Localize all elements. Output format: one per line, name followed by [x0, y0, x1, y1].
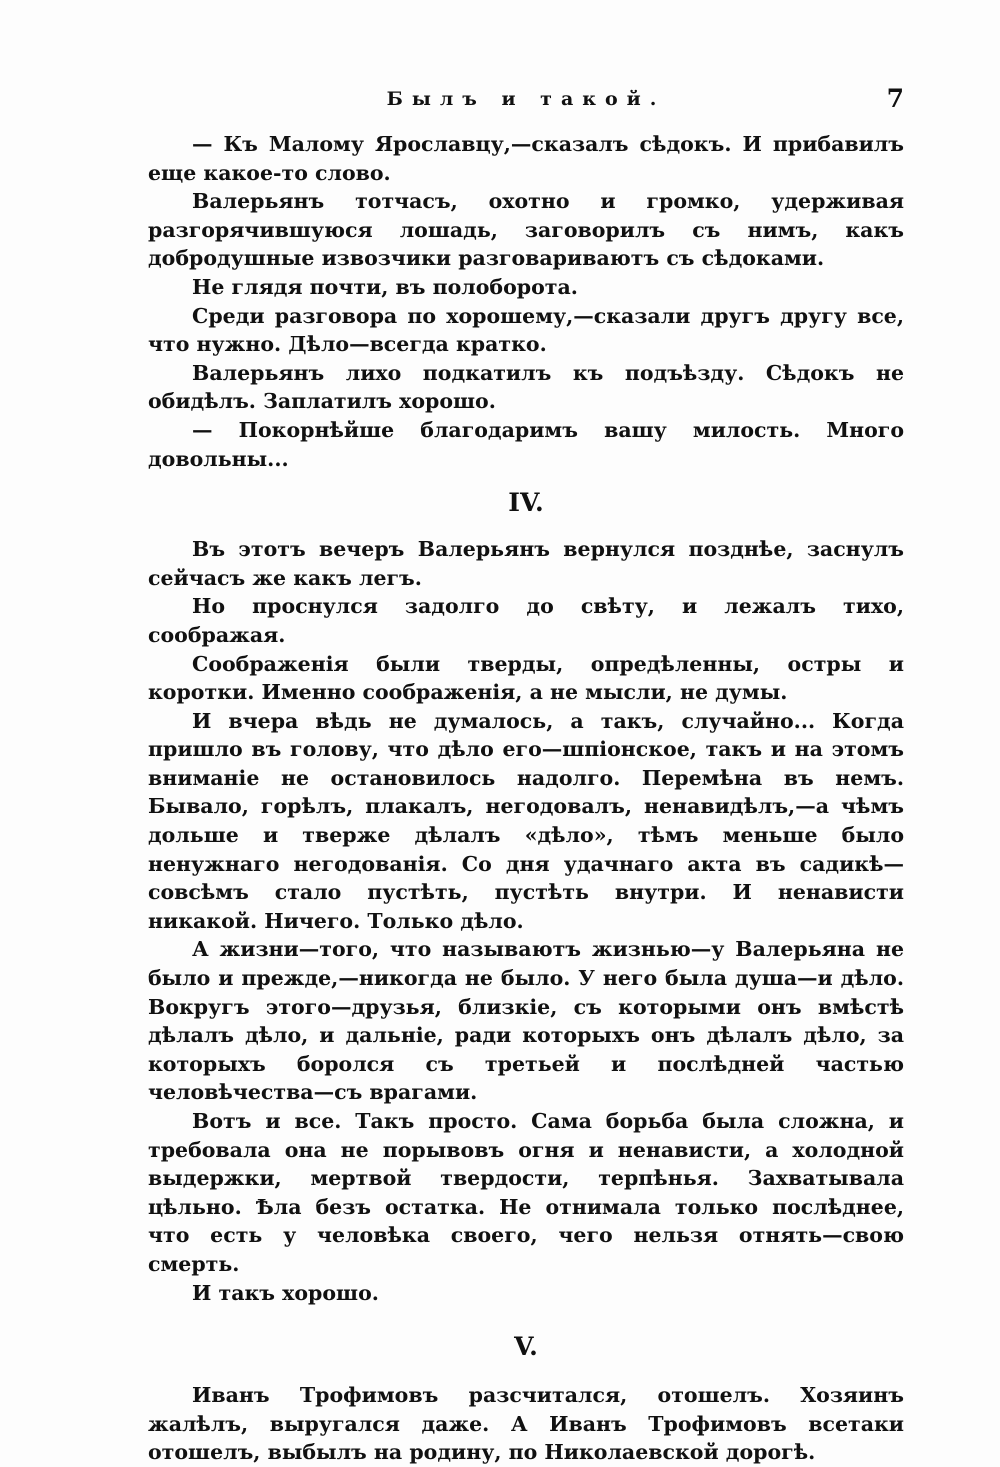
paragraph: Среди разговора по хорошему,—сказали другъ другу все, что нужно. Дѣло—всегда кратко. — [148, 303, 904, 357]
body-text — [148, 130, 904, 1467]
paragraph: Иванъ Трофимовъ разсчитался, отошелъ. Хозяинъ жалѣлъ, выругался даже. А Иванъ Трофимовъ всетаки отошелъ, выбылъ на родину, по Николаевской дорогѣ. — [148, 1383, 904, 1465]
running-title: Былъ и такой. — [386, 88, 666, 110]
paragraph: Но проснулся задолго до свѣту, и лежалъ тихо, соображая. — [148, 594, 904, 647]
paragraph: И вчера вѣдь не думалось, а такъ, случайно... Когда пришло въ голову, что дѣло его—шпіонское, такъ и на этомъ вниманіе не остановилось надолго. Перемѣна въ немъ. Бывало, горѣлъ, плакалъ, негодовалъ, ненавидѣлъ,—а чѣмъ дольше и тверже дѣлалъ «дѣло», тѣмъ меньше было ненужнаго негодованія. Со дня удачнаго акта въ садикѣ—совсѣмъ стало пустѣть, пустѣть внутри. И ненависти никакой. Ничего. Только дѣло. — [148, 708, 904, 933]
paragraph: Не глядя почти, въ полоборота. — [192, 274, 578, 299]
paragraph: — Покорнѣйше благодаримъ вашу милость. Много довольны... — [148, 417, 904, 471]
paragraph: Въ этотъ вечеръ Валерьянъ вернулся позднѣе, заснулъ сейчасъ же какъ легъ. — [148, 537, 904, 590]
paragraph: И такъ хорошо. — [192, 1280, 379, 1305]
paragraph: Валерьянъ лихо подкатилъ къ подъѣзду. Сѣдокъ не обидѣлъ. Заплатилъ хорошо. — [148, 360, 904, 414]
paragraph: Валерьянъ тотчасъ, охотно и громко, удерживая разгорячившуюся лошадь, заговорилъ съ нимъ, какъ добродушные извозчики разговариваютъ съ сѣдоками. — [148, 189, 904, 271]
paragraph: — Къ Малому Ярославцу,—сказалъ сѣдокъ. И прибавилъ еще какое-то слово. — [148, 132, 904, 185]
page-header — [148, 84, 904, 116]
section-heading-v: V. — [514, 1332, 538, 1362]
paragraph: Соображенія были тверды, опредѣленны, остры и коротки. Именно соображенія, а не мысли, не думы. — [148, 651, 904, 705]
paragraph: А жизни—того, что называютъ жизнью—у Валерьяна не было и прежде,—никогда не было. У него была душа—и дѣло. Вокругъ этого—друзья, близкіе, съ которыми онъ вмѣстѣ дѣлалъ дѣло, и дальніе, ради которыхъ онъ дѣлалъ дѣло, за которыхъ боролся съ третьей и послѣдней частью человѣчества—съ врагами. — [148, 937, 904, 1105]
paragraph: Вотъ и все. Такъ просто. Сама борьба была сложна, и требовала она не порывовъ огня и ненависти, а холодной выдержки, мертвой твердости, терпѣнья. Захватывала цѣльно. Ѣла безъ остатка. Не отнимала только послѣднее, что есть у человѣка своего, чего нельзя отнять—свою смерть. — [148, 1109, 904, 1276]
section-heading-iv: IV. — [508, 488, 544, 518]
page-number: 7 — [886, 84, 904, 113]
